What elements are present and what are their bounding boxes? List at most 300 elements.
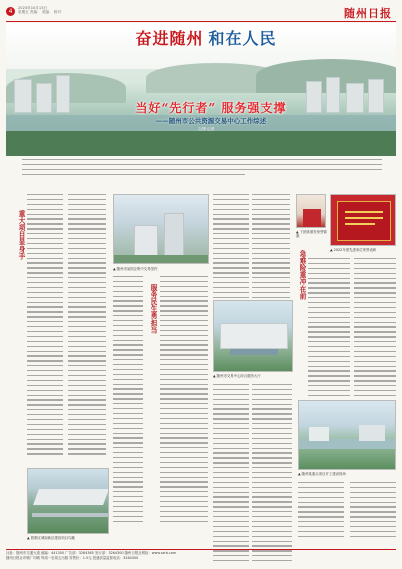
text-line <box>68 448 106 449</box>
text-line <box>252 394 292 395</box>
text-line <box>68 336 106 337</box>
text-line <box>113 437 143 438</box>
section-banner-part2: 和在人民 <box>208 29 277 48</box>
center-col-text <box>213 194 249 306</box>
footer-line-1: 社址：随州市交通大道 邮编：441300 广告部：3264365 发行部：3264300 随州日报社网址：www.szrb.com <box>6 551 177 555</box>
text-line <box>160 521 208 522</box>
text-line <box>308 273 350 274</box>
text-line <box>68 209 106 210</box>
text-line <box>68 248 106 249</box>
section-banner <box>106 26 306 50</box>
section-title-right: 急难险重冲在前 <box>298 250 306 300</box>
text-line <box>113 340 143 341</box>
text-line <box>252 272 290 273</box>
paper-name: 随州日报 <box>344 7 392 20</box>
text-line <box>213 531 249 532</box>
text-line <box>113 276 143 277</box>
text-line <box>213 243 249 244</box>
text-line <box>354 390 396 391</box>
intro-paragraph <box>22 159 382 185</box>
text-line <box>160 452 208 453</box>
text-line <box>213 472 249 473</box>
text-line <box>350 487 396 488</box>
text-line <box>113 325 143 326</box>
text-line <box>213 536 249 537</box>
text-line <box>308 263 350 264</box>
photo-right-top <box>330 194 396 246</box>
text-line <box>27 399 63 400</box>
text-line <box>27 448 63 449</box>
text-line <box>252 443 292 444</box>
text-line <box>68 297 106 298</box>
text-line <box>252 243 290 244</box>
text-line <box>213 199 249 200</box>
text-line <box>308 258 350 259</box>
page-number: 4 <box>6 7 15 16</box>
caption-right-top-photo: ▲ 2022年度先进单位荣誉表彰 <box>330 248 377 252</box>
text-line <box>113 442 143 443</box>
masthead <box>6 6 396 22</box>
text-line <box>68 331 106 332</box>
text-line <box>113 398 143 399</box>
text-line <box>27 321 63 322</box>
text-line <box>213 541 249 542</box>
text-line <box>354 346 396 347</box>
text-line <box>213 462 249 463</box>
text-line <box>213 526 249 527</box>
right-col-text-3 <box>298 482 344 541</box>
text-line <box>252 204 290 205</box>
text-line <box>27 341 63 342</box>
header-meta <box>18 6 98 15</box>
text-line <box>113 516 143 517</box>
text-line <box>213 457 249 458</box>
text-line <box>27 390 63 391</box>
text-line <box>27 414 63 415</box>
text-line <box>27 258 63 259</box>
mid-col-text-1 <box>113 276 143 525</box>
text-line <box>27 370 63 371</box>
text-line <box>213 501 249 502</box>
text-line <box>252 384 292 385</box>
text-line <box>160 408 208 409</box>
text-line <box>113 330 143 331</box>
text-line <box>113 418 143 419</box>
text-line <box>354 336 396 337</box>
text-line <box>354 366 396 367</box>
text-line <box>113 496 143 497</box>
text-line <box>213 253 249 254</box>
building <box>346 83 364 113</box>
text-line <box>213 277 249 278</box>
text-line <box>252 452 292 453</box>
text-line <box>213 223 249 224</box>
text-line <box>27 228 63 229</box>
text-line <box>22 169 382 170</box>
text-line <box>354 351 396 352</box>
left-col-text-2 <box>68 194 106 458</box>
text-line <box>68 238 106 239</box>
text-line <box>160 423 208 424</box>
text-line <box>22 174 245 175</box>
text-line <box>27 302 63 303</box>
text-line <box>308 312 350 313</box>
text-line <box>68 253 106 254</box>
text-line <box>354 292 396 293</box>
text-line <box>308 370 350 371</box>
section-title-middle: 服务民生勇担当 <box>149 284 157 334</box>
text-line <box>213 209 249 210</box>
section-title-left: 重大项目显身手 <box>17 210 25 260</box>
text-line <box>252 467 292 468</box>
text-line <box>298 521 344 522</box>
text-line <box>160 344 208 345</box>
text-line <box>27 218 63 219</box>
text-line <box>160 437 208 438</box>
text-line <box>252 233 290 234</box>
text-line <box>252 462 292 463</box>
text-line <box>213 452 249 453</box>
text-line <box>113 369 143 370</box>
text-line <box>160 506 208 507</box>
text-line <box>213 482 249 483</box>
text-line <box>68 341 106 342</box>
header-rule <box>6 21 396 22</box>
building <box>36 83 52 113</box>
text-line <box>354 331 396 332</box>
text-line <box>160 403 208 404</box>
text-line <box>298 531 344 532</box>
building <box>56 75 70 113</box>
text-line <box>68 277 106 278</box>
text-line <box>308 278 350 279</box>
text-line <box>213 433 249 434</box>
text-line <box>252 408 292 409</box>
text-line <box>308 302 350 303</box>
text-line <box>354 282 396 283</box>
text-line <box>252 545 292 546</box>
text-line <box>68 443 106 444</box>
text-line <box>213 238 249 239</box>
text-line <box>27 434 63 435</box>
text-line <box>68 419 106 420</box>
photo-right-bottom <box>298 400 396 470</box>
text-line <box>113 521 143 522</box>
photo-mid-top <box>113 194 209 264</box>
text-line <box>160 398 208 399</box>
text-line <box>354 370 396 371</box>
text-line <box>27 443 63 444</box>
text-line <box>113 467 143 468</box>
text-line <box>298 506 344 507</box>
text-line <box>68 399 106 400</box>
text-line <box>160 433 208 434</box>
caption-mid-top-photo: ▲ 随州市某国企集中交易签约 <box>113 267 158 271</box>
text-line <box>68 355 106 356</box>
text-line <box>27 282 63 283</box>
text-line <box>213 233 249 234</box>
text-line <box>354 312 396 313</box>
text-line <box>213 287 249 288</box>
text-line <box>68 380 106 381</box>
text-line <box>68 267 106 268</box>
text-line <box>113 393 143 394</box>
text-line <box>354 307 396 308</box>
sub-headline: ——随州市公共资源交易中心工作综述 <box>155 117 267 125</box>
text-line <box>298 536 344 537</box>
text-line <box>113 413 143 414</box>
text-line <box>252 218 290 219</box>
text-line <box>213 492 249 493</box>
text-line <box>213 521 249 522</box>
text-line <box>68 272 106 273</box>
text-line <box>68 194 106 195</box>
text-line <box>68 346 106 347</box>
footer <box>6 551 396 565</box>
text-line <box>27 277 63 278</box>
text-line <box>252 297 290 298</box>
text-line <box>113 511 143 512</box>
text-line <box>252 482 292 483</box>
text-line <box>354 322 396 323</box>
text-line <box>213 399 249 400</box>
header-date: 2023年10月13日 <box>18 6 48 10</box>
text-line <box>68 302 106 303</box>
text-line <box>252 258 290 259</box>
text-line <box>160 286 208 287</box>
text-line <box>308 385 350 386</box>
left-col-text-1 <box>27 194 63 458</box>
text-line <box>308 317 350 318</box>
text-line <box>252 428 292 429</box>
text-line <box>213 267 249 268</box>
text-line <box>113 423 143 424</box>
text-line <box>213 545 249 546</box>
text-line <box>68 228 106 229</box>
text-line <box>252 477 292 478</box>
text-line <box>160 374 208 375</box>
text-line <box>354 341 396 342</box>
text-line <box>27 262 63 263</box>
text-line <box>27 214 63 215</box>
text-line <box>252 526 292 527</box>
building <box>368 79 384 113</box>
text-line <box>68 233 106 234</box>
text-line <box>298 492 344 493</box>
text-line <box>354 385 396 386</box>
text-line <box>68 351 106 352</box>
text-line <box>113 291 143 292</box>
text-line <box>160 447 208 448</box>
text-line <box>160 296 208 297</box>
text-line <box>27 395 63 396</box>
text-line <box>308 395 350 396</box>
text-line <box>113 428 143 429</box>
text-line <box>68 316 106 317</box>
text-line <box>354 268 396 269</box>
text-line <box>160 305 208 306</box>
text-line <box>113 281 143 282</box>
text-line <box>68 395 106 396</box>
text-line <box>27 355 63 356</box>
text-line <box>160 315 208 316</box>
caption-right-small-photo: ▲ 下团体颁发荣誉锦旗 <box>296 230 327 239</box>
text-line <box>27 419 63 420</box>
center-col-text-2 <box>252 194 290 306</box>
text-line <box>354 326 396 327</box>
text-line <box>113 335 143 336</box>
text-line <box>160 481 208 482</box>
text-line <box>27 272 63 273</box>
text-line <box>213 487 249 488</box>
text-line <box>113 403 143 404</box>
text-line <box>252 194 290 195</box>
main-headline: 当好“先行者” 服务强支撑 <box>135 101 287 115</box>
text-line <box>252 282 290 283</box>
text-line <box>68 360 106 361</box>
text-line <box>354 395 396 396</box>
text-line <box>213 477 249 478</box>
text-line <box>308 297 350 298</box>
text-line <box>27 267 63 268</box>
text-line <box>308 307 350 308</box>
text-line <box>298 511 344 512</box>
text-line <box>27 204 63 205</box>
text-line <box>27 238 63 239</box>
text-line <box>160 418 208 419</box>
text-line <box>160 320 208 321</box>
text-line <box>213 496 249 497</box>
text-line <box>354 380 396 381</box>
text-line <box>113 286 143 287</box>
text-line <box>27 209 63 210</box>
text-line <box>113 481 143 482</box>
text-line <box>308 390 350 391</box>
hero-trees <box>6 131 396 156</box>
text-line <box>252 399 292 400</box>
text-line <box>160 472 208 473</box>
text-line <box>113 477 143 478</box>
text-line <box>113 296 143 297</box>
text-line <box>160 501 208 502</box>
text-line <box>113 506 143 507</box>
text-line <box>350 531 396 532</box>
text-line <box>68 365 106 366</box>
text-line <box>213 228 249 229</box>
text-line <box>308 351 350 352</box>
text-line <box>354 278 396 279</box>
text-line <box>113 374 143 375</box>
text-line <box>22 164 382 165</box>
text-line <box>68 375 106 376</box>
text-line <box>160 388 208 389</box>
text-line <box>68 385 106 386</box>
text-line <box>68 404 106 405</box>
text-line <box>113 344 143 345</box>
text-line <box>113 501 143 502</box>
text-line <box>27 336 63 337</box>
text-line <box>113 384 143 385</box>
text-line <box>308 346 350 347</box>
text-line <box>350 516 396 517</box>
text-line <box>160 491 208 492</box>
text-line <box>213 404 249 405</box>
text-line <box>213 413 249 414</box>
text-line <box>113 447 143 448</box>
text-line <box>160 413 208 414</box>
text-line <box>213 438 249 439</box>
text-line <box>213 262 249 263</box>
text-line <box>160 511 208 512</box>
text-line <box>27 287 63 288</box>
text-line <box>68 326 106 327</box>
right-col-text-2 <box>354 258 396 410</box>
text-line <box>160 310 208 311</box>
text-line <box>68 199 106 200</box>
text-line <box>160 393 208 394</box>
text-line <box>354 375 396 376</box>
mid-col-text-2 <box>160 276 208 525</box>
text-line <box>27 243 63 244</box>
text-line <box>298 482 344 483</box>
text-line <box>68 429 106 430</box>
text-line <box>213 258 249 259</box>
text-line <box>252 404 292 405</box>
text-line <box>298 497 344 498</box>
text-line <box>252 253 290 254</box>
text-line <box>252 536 292 537</box>
text-line <box>213 423 249 424</box>
text-line <box>354 302 396 303</box>
text-line <box>160 349 208 350</box>
text-line <box>308 341 350 342</box>
text-line <box>252 541 292 542</box>
text-line <box>160 457 208 458</box>
text-line <box>354 263 396 264</box>
text-line <box>252 448 292 449</box>
text-line <box>113 462 143 463</box>
text-line <box>213 292 249 293</box>
text-line <box>252 511 292 512</box>
text-line <box>68 258 106 259</box>
text-line <box>160 359 208 360</box>
text-line <box>27 375 63 376</box>
text-line <box>160 477 208 478</box>
text-line <box>252 516 292 517</box>
text-line <box>160 516 208 517</box>
photo-left <box>27 468 109 534</box>
text-line <box>27 404 63 405</box>
text-line <box>160 379 208 380</box>
text-line <box>160 442 208 443</box>
text-line <box>252 223 290 224</box>
text-line <box>113 408 143 409</box>
text-line <box>252 209 290 210</box>
text-line <box>298 502 344 503</box>
text-line <box>252 457 292 458</box>
text-line <box>308 366 350 367</box>
text-line <box>213 443 249 444</box>
text-line <box>298 516 344 517</box>
text-line <box>27 424 63 425</box>
text-line <box>354 356 396 357</box>
text-line <box>213 467 249 468</box>
right-col-text-4 <box>350 482 396 541</box>
text-line <box>113 388 143 389</box>
text-line <box>68 311 106 312</box>
text-line <box>354 361 396 362</box>
text-line <box>113 354 143 355</box>
